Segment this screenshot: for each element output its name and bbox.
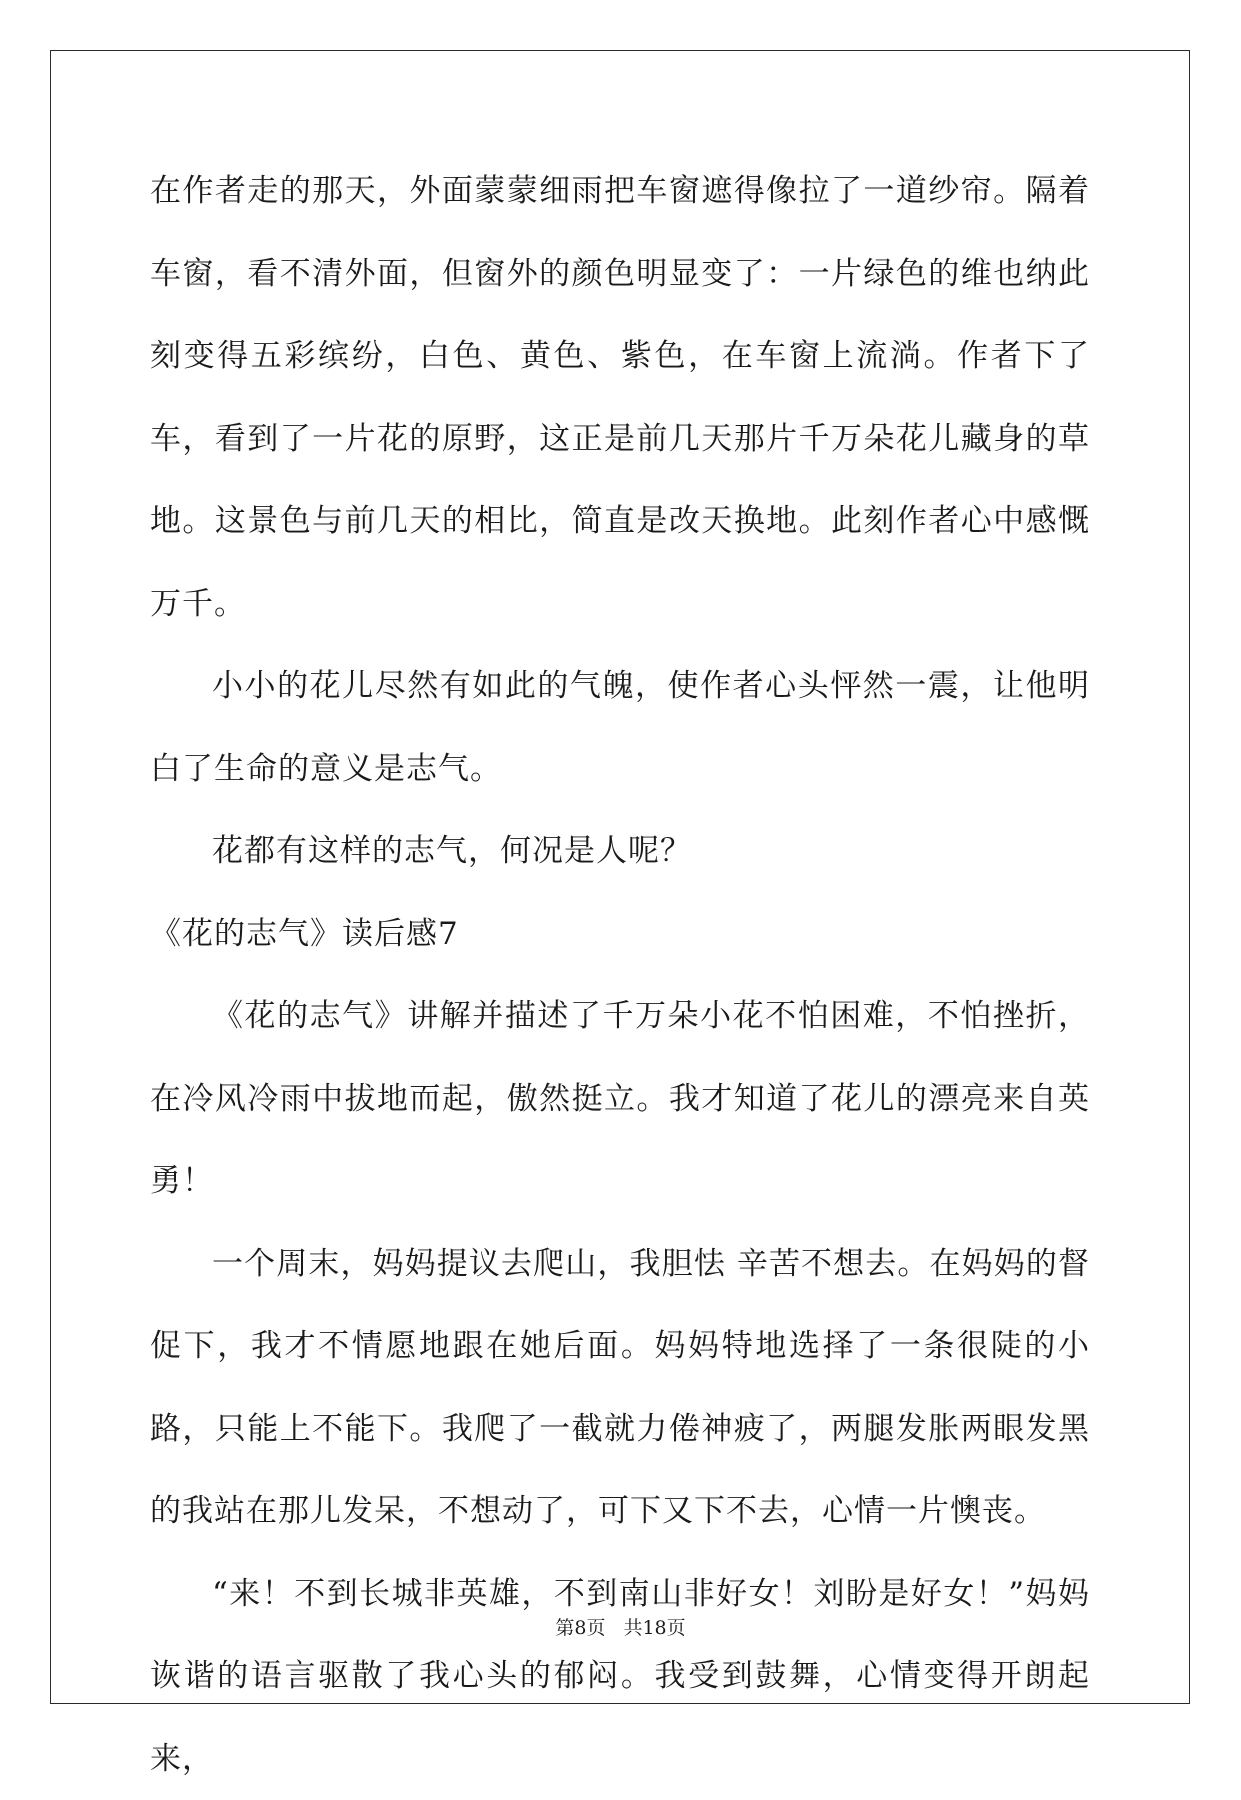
paragraph-5: 一个周末，妈妈提议去爬山，我胆怯 辛苦不想去。在妈妈的督促下，我才不情愿地跟在她后面。妈妈特地选择了一条很陡的小路，只能上不能下。我爬了一截就力倦神疲了，两腿发胀两眼发黑的我站在那儿发呆，不想动了，可下又下不去，心情一片懊丧。 (150, 1223, 1090, 1553)
paragraph-2: 小小的花儿尽然有如此的气魄，使作者心头怦然一震，让他明白了生命的意义是志气。 (150, 645, 1090, 810)
page-number: 第8页 (555, 1613, 605, 1640)
page-footer (0, 1613, 1241, 1640)
section-title: 《花的志气》读后感7 (150, 893, 1090, 976)
paragraph-3: 花都有这样的志气，何况是人呢？ (150, 810, 1090, 893)
document-body (150, 150, 1090, 1800)
paragraph-1: 在作者走的那天，外面蒙蒙细雨把车窗遮得像拉了一道纱帘。隔着车窗，看不清外面，但窗外的颜色明显变了：一片绿色的维也纳此刻变得五彩缤纷，白色、黄色、紫色，在车窗上流淌。作者下了车，看到了一片花的原野，这正是前几天那片千万朵花儿藏身的草地。这景色与前几天的相比，简直是改天换地。此刻作者心中感慨万千。 (150, 150, 1090, 645)
paragraph-6: “来！不到长城非英雄，不到南山非好女！刘盼是好女！”妈妈诙谐的语言驱散了我心头的郁闷。我受到鼓舞，心情变得开朗起来， (150, 1553, 1090, 1800)
paragraph-4: 《花的志气》讲解并描述了千万朵小花不怕困难，不怕挫折，在冷风冷雨中拔地而起，傲然挺立。我才知道了花儿的漂亮来自英勇！ (150, 975, 1090, 1223)
page-total: 共18页 (623, 1613, 685, 1640)
